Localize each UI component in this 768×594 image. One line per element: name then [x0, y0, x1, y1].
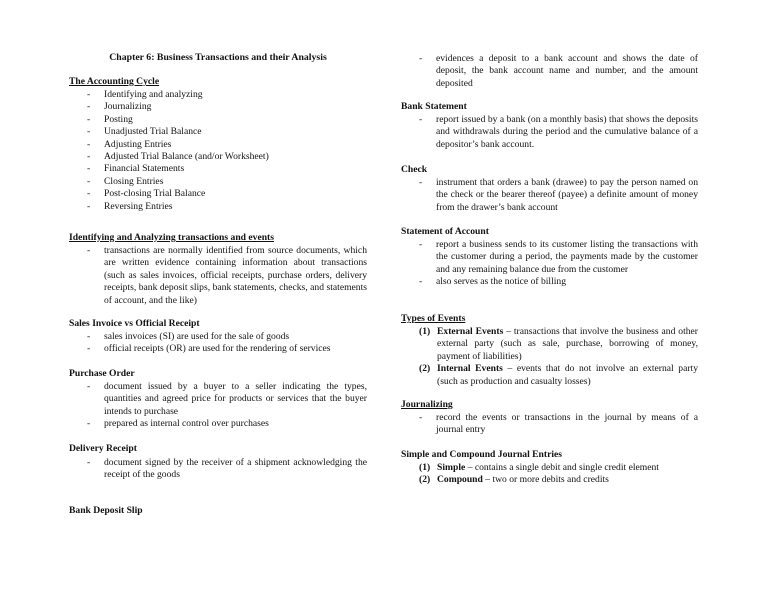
purchase-order-list: [87, 381, 367, 431]
list-item: - evidences a deposit to a bank account and shows the date of deposit, the bank account name and number, and the amount deposited: [419, 53, 698, 90]
item-number: (2): [419, 363, 431, 375]
item-text: – events that do not involve an external party (such as production and casualty losses): [437, 363, 698, 387]
page-title: Chapter 6: Business Transactions and their Analysis: [109, 52, 327, 63]
list-item: - report issued by a bank (on a monthly basis) that shows the deposits and withdrawals during the period and the cumulative balance of a depositor’s bank account.: [419, 114, 698, 151]
list-item: - Adjusting Entries: [87, 139, 367, 151]
bank-deposit-slip-heading: Bank Deposit Slip: [69, 505, 143, 516]
list-item: [419, 363, 698, 388]
list-item: - record the events or transactions in the journal by means of a journal entry: [419, 412, 698, 437]
journalizing-list: [419, 412, 698, 437]
item-number: (1): [419, 462, 431, 473]
accounting-cycle-heading: The Accounting Cycle: [69, 76, 160, 87]
item-term: Simple: [437, 462, 466, 473]
list-item: - document signed by the receiver of a shipment acknowledging the receipt of the goods: [87, 457, 367, 482]
item-term: Internal Events: [437, 363, 503, 375]
check-list: [419, 177, 698, 214]
list-item: [419, 474, 698, 486]
journalizing-heading: Journalizing: [401, 399, 453, 410]
list-item: [419, 462, 698, 474]
list-item: - also serves as the notice of billing: [419, 276, 698, 288]
sales-invoice-heading: Sales Invoice vs Official Receipt: [69, 318, 200, 329]
list-item: - Adjusted Trial Balance (and/or Worksheet): [87, 151, 367, 163]
bank-statement-list: [419, 114, 698, 151]
item-term: Compound: [437, 474, 483, 486]
list-item: - Closing Entries: [87, 176, 367, 188]
check-heading: Check: [401, 164, 428, 175]
item-text: – transactions that involve the business and other external party (such as sale, purchase, borrowing of money, payment of liabilities): [437, 326, 698, 362]
types-of-events-heading: Types of Events: [401, 313, 466, 324]
item-number: (1): [419, 326, 431, 337]
identifying-heading: Identifying and Analyzing transactions and events: [69, 232, 274, 243]
bank-deposit-slip-list: [419, 53, 698, 90]
bank-statement-heading: Bank Statement: [401, 101, 467, 112]
identifying-list: [87, 245, 367, 307]
list-item: - official receipts (OR) are used for the rendering of services: [87, 343, 367, 355]
list-item: - Reversing Entries: [87, 201, 367, 213]
list-item: - report a business sends to its customer listing the transactions with the customer during a period, the payments made by the customer and any remaining balance due from the customer: [419, 239, 698, 276]
list-item: - sales invoices (SI) are used for the sale of goods: [87, 331, 367, 343]
sales-invoice-list: [87, 331, 367, 356]
delivery-receipt-list: [87, 457, 367, 482]
list-item: - transactions are normally identified from source documents, which are written evidence containing information about transactions (such as sales invoices, official receipts, purchase orders, delivery receipts, bank deposit slips, bank statements, checks, and statements of account, and the like): [87, 245, 367, 307]
list-item: - Post-closing Trial Balance: [87, 188, 367, 200]
statement-of-account-heading: Statement of Account: [401, 226, 489, 237]
simple-compound-list: [419, 462, 698, 487]
list-item: - instrument that orders a bank (drawee) to pay the person named on the check or the bearer thereof (payee) a definite amount of money from the drawer’s bank account: [419, 177, 698, 214]
list-item: - Financial Statements: [87, 163, 367, 175]
list-item: - document issued by a buyer to a seller indicating the types, quantities and agreed price for products or services that the buyer intends to purchase: [87, 381, 367, 418]
delivery-receipt-heading: Delivery Receipt: [69, 443, 137, 454]
simple-compound-heading: Simple and Compound Journal Entries: [401, 449, 562, 460]
list-item: - Identifying and analyzing: [87, 89, 367, 101]
list-item: [419, 326, 698, 363]
item-text: – contains a single debit and single credit element: [465, 462, 659, 473]
statement-of-account-list: [419, 239, 698, 289]
list-item: - Posting: [87, 114, 367, 126]
accounting-cycle-list: [87, 89, 367, 213]
types-of-events-list: [419, 326, 698, 388]
purchase-order-heading: Purchase Order: [69, 368, 135, 379]
list-item: - Journalizing: [87, 101, 367, 113]
item-number: (2): [419, 474, 431, 486]
item-term: External Events: [437, 326, 504, 337]
list-item: - prepared as internal control over purchases: [87, 418, 367, 430]
list-item: - Unadjusted Trial Balance: [87, 126, 367, 138]
item-text: – two or more debits and credits: [482, 474, 609, 486]
